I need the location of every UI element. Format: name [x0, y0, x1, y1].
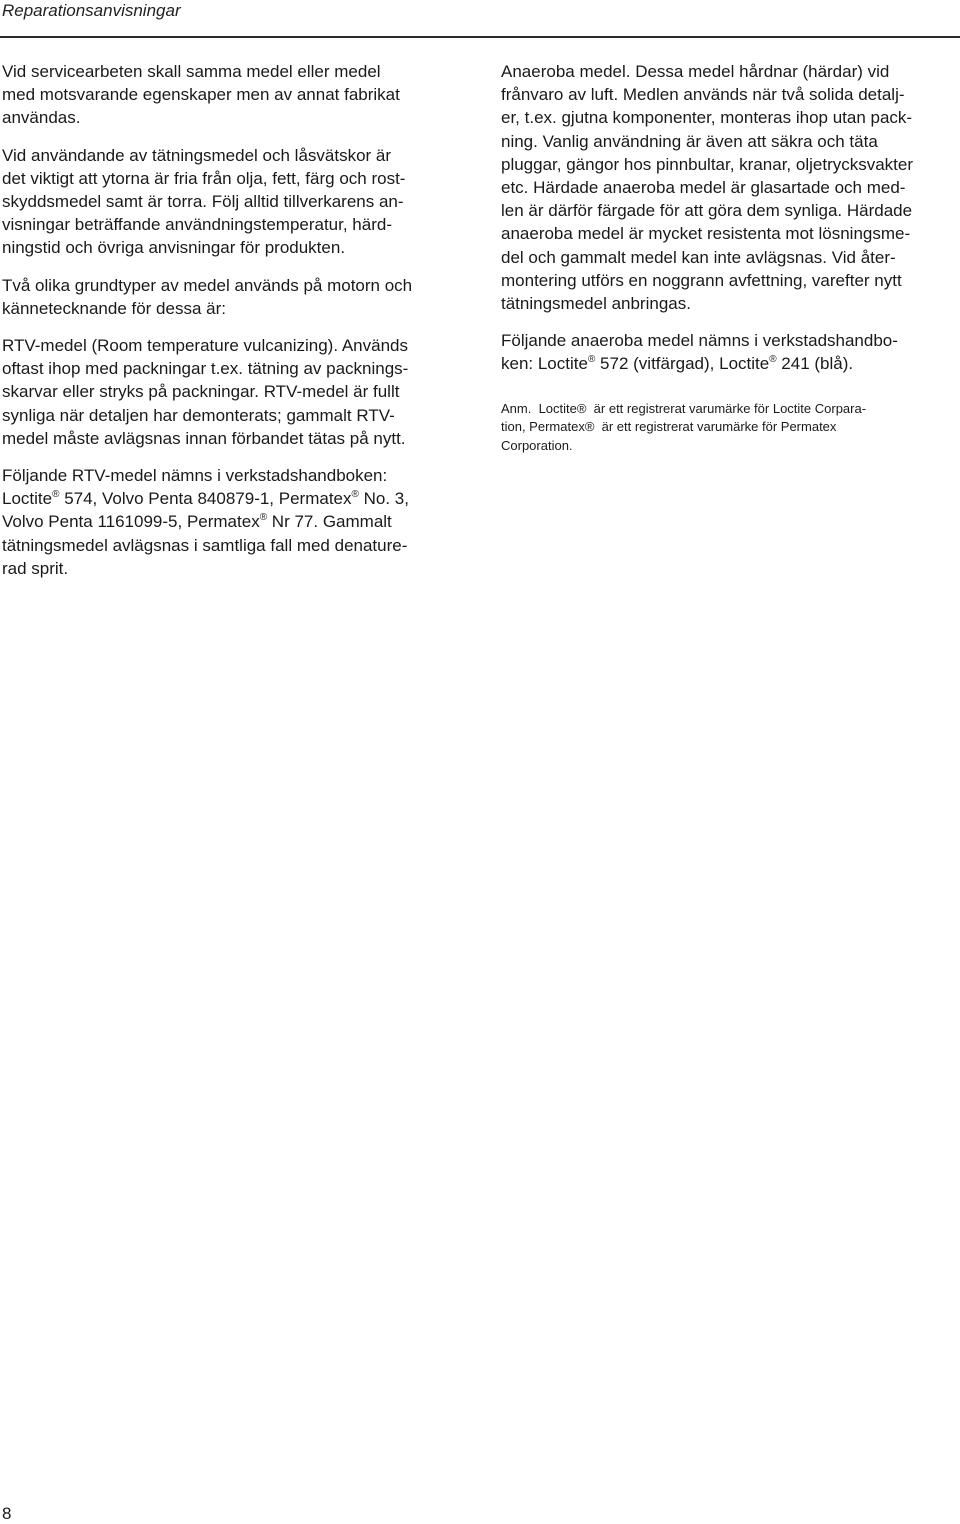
text-line: tätningsmedel avlägsnas i samtliga fall med denature-: [2, 535, 408, 555]
text-line: ning. Vanlig användning är även att säkra och täta: [501, 131, 878, 151]
text-line: Följande RTV-medel nämns i verkstadshandboken:: [2, 466, 388, 486]
text-line: del och gammalt medel kan inte avlägsnas. Vid åter-: [501, 247, 896, 267]
text-line: Två olika grundtyper av medel används på motorn och: [2, 275, 413, 295]
paragraph-servicearbeten: [2, 60, 462, 130]
registered-mark: ®: [259, 512, 268, 524]
registered-mark: ®: [769, 354, 777, 366]
text-line: det viktigt att ytorna är fria från olja, fett, färg och rost-: [2, 168, 406, 188]
text-line: frånvaro av luft. Medlen används när två solida detalj-: [501, 85, 905, 105]
text-line: ken: Loctite: [501, 354, 588, 374]
text-line: Vid användande av tätningsmedel och låsvätskor är: [2, 145, 392, 165]
text-line: rad sprit.: [2, 558, 69, 578]
text-line: användas.: [2, 108, 81, 128]
text-line: kännetecknande för dessa är:: [2, 298, 226, 318]
text-line: 572 (vitfärgad), Loctite: [595, 354, 770, 374]
text-line: Nr 77. Gammalt: [267, 512, 392, 532]
text-line: skarvar eller stryks på packningar. RTV-medel är fullt: [2, 382, 400, 402]
text-line: Anaeroba medel. Dessa medel hårdnar (härdar) vid: [501, 62, 890, 81]
registered-mark: ®: [587, 354, 596, 366]
right-column: [501, 60, 956, 469]
left-column: [2, 60, 462, 594]
text-line: Vid servicearbeten skall samma medel eller medel: [2, 62, 381, 81]
header-divider: [0, 36, 960, 38]
paragraph-grundtyper: [2, 274, 462, 320]
text-line: medel måste avlägsnas innan förbandet tätas på nytt.: [2, 428, 406, 448]
text-line: etc. Härdade anaeroba medel är glasartade och med-: [501, 178, 906, 198]
paragraph-tatningsmedel: [2, 144, 462, 260]
trademark-note: [501, 400, 956, 456]
text-line: Loctite: [2, 489, 53, 509]
text-line: No. 3,: [358, 489, 409, 509]
paragraph-rtv-produkter: [2, 464, 462, 580]
paragraph-anaeroba-produkter: [501, 329, 956, 375]
text-line: tätningsmedel anbringas.: [501, 294, 691, 314]
text-line: 574, Volvo Penta 840879-1, Permatex: [59, 489, 352, 509]
registered-mark: ®: [52, 489, 60, 501]
text-line: synliga när detaljen har demonterats; gammalt RTV-: [2, 405, 395, 425]
text-line: Följande anaeroba medel nämns i verkstadshandbo-: [501, 331, 898, 351]
text-line: anaeroba medel är mycket resistenta mot lösningsme-: [501, 224, 911, 244]
paragraph-rtv-medel: [2, 334, 462, 450]
text-line: med motsvarande egenskaper men av annat fabrikat: [2, 85, 400, 105]
text-line: visningar beträffande användningstemperatur, härd-: [2, 215, 392, 235]
text-line: er, t.ex. gjutna komponenter, monteras ihop utan pack-: [501, 108, 913, 128]
text-line: Volvo Penta 1161099-5, Permatex: [2, 512, 260, 532]
text-line: Corporation.: [501, 437, 573, 453]
text-line: oftast ihop med packningar t.ex. tätning av packnings-: [2, 359, 409, 379]
text-line: skyddsmedel samt är torra. Följ alltid tillverkarens an-: [2, 192, 404, 212]
text-line: pluggar, gängor hos pinnbultar, kranar, oljetrycksvakter: [501, 154, 914, 174]
page-header-title: Reparationsanvisningar: [2, 1, 181, 20]
text-line: len är därför färgade för att göra dem synliga. Härdade: [501, 201, 913, 221]
text-line: RTV-medel (Room temperature vulcanizing). Används: [2, 336, 408, 356]
text-line: ningstid och övriga anvisningar för produkten.: [2, 238, 346, 258]
paragraph-anaeroba-medel: [501, 60, 956, 315]
page-number: 8: [2, 1504, 12, 1523]
text-line: 241 (blå).: [776, 354, 854, 374]
text-line: tion, Permatex® är ett registrerat varumärke för Permatex: [501, 419, 837, 435]
registered-mark: ®: [351, 489, 359, 501]
text-line: montering utförs en noggrann avfettning, varefter nytt: [501, 270, 902, 290]
text-line: Anm. Loctite® är ett registrerat varumärke för Loctite Corpara-: [501, 400, 867, 416]
